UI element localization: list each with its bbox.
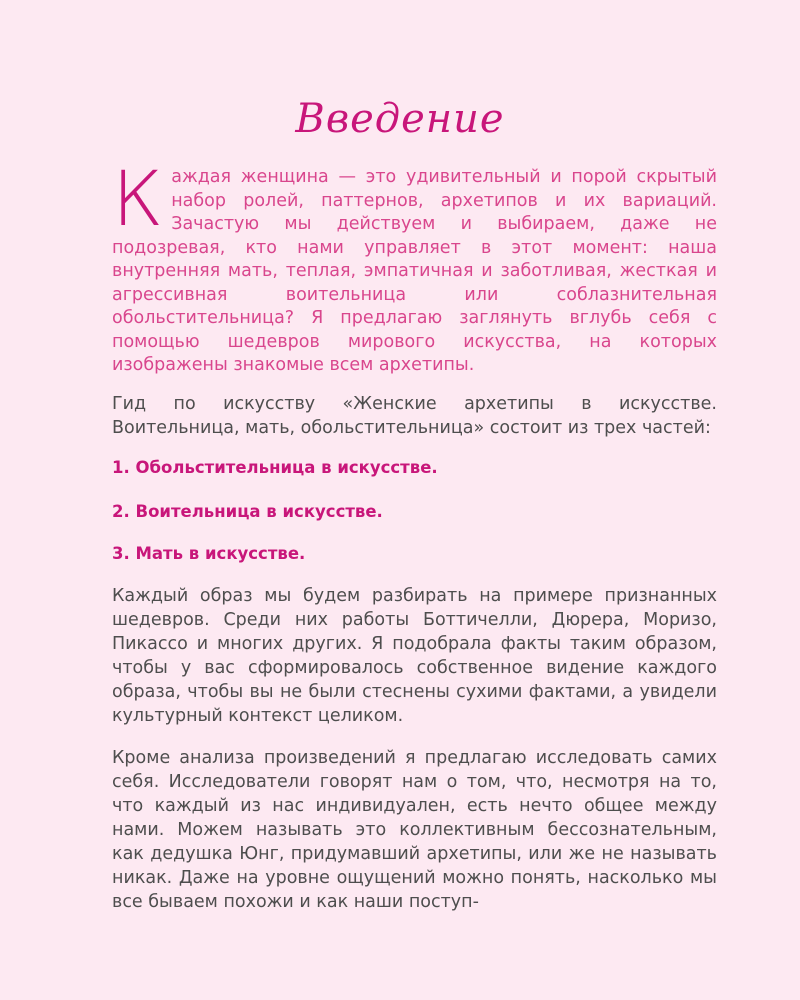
list-item-seductress: 1. Обольстительница в искусстве. xyxy=(112,458,438,477)
intro-paragraph xyxy=(112,154,717,378)
drop-cap: К xyxy=(112,154,164,243)
guide-paragraph: Гид по искусству «Женские архетипы в искусстве. Воительница, мать, обольстительница» состоит из трех частей: xyxy=(112,394,717,438)
intro-text: аждая женщина — это удивительный и порой скрытый набор ролей, паттернов, архетипов и их вариаций. Зачастую мы действуем и выбираем, даже не подозревая, кто нами управляет в этот момент: наша внутренняя мать, теплая, эмпатичная и заботливая, жесткая и агрессивная воительница или соблазнительная обольстительница? Я предлагаю заглянуть вглубь себя с помощью шедевров мирового искусства, на которых изображены знакомые всем архетипы. xyxy=(112,167,717,375)
self-research-paragraph: Кроме анализа произведений я предлагаю исследовать самих себя. Исследователи говорят нам о том, что, несмотря на то, что каждый из нас индивидуален, есть нечто общее между нами. Можем называть это коллективным бессознательным, как дедушка Юнг, придумавший архетипы, или же не называть никак. Даже на уровне ощущений можно понять, насколько мы все бываем похожи и как наши поступ- xyxy=(112,748,717,912)
list-item-mother: 3. Мать в искусстве. xyxy=(112,544,306,563)
page-title: Введение xyxy=(295,96,505,142)
masterpieces-paragraph: Каждый образ мы будем разбирать на примере признанных шедевров. Среди них работы Боттичелли, Дюрера, Моризо, Пикассо и многих других. Я подобрала факты таким образом, чтобы у вас сформировалось собственное видение каждого образа, чтобы вы не были стеснены сухими фактами, а увидели культурный контекст целиком. xyxy=(112,586,717,726)
list-item-warrior: 2. Воительница в искусстве. xyxy=(112,502,383,521)
